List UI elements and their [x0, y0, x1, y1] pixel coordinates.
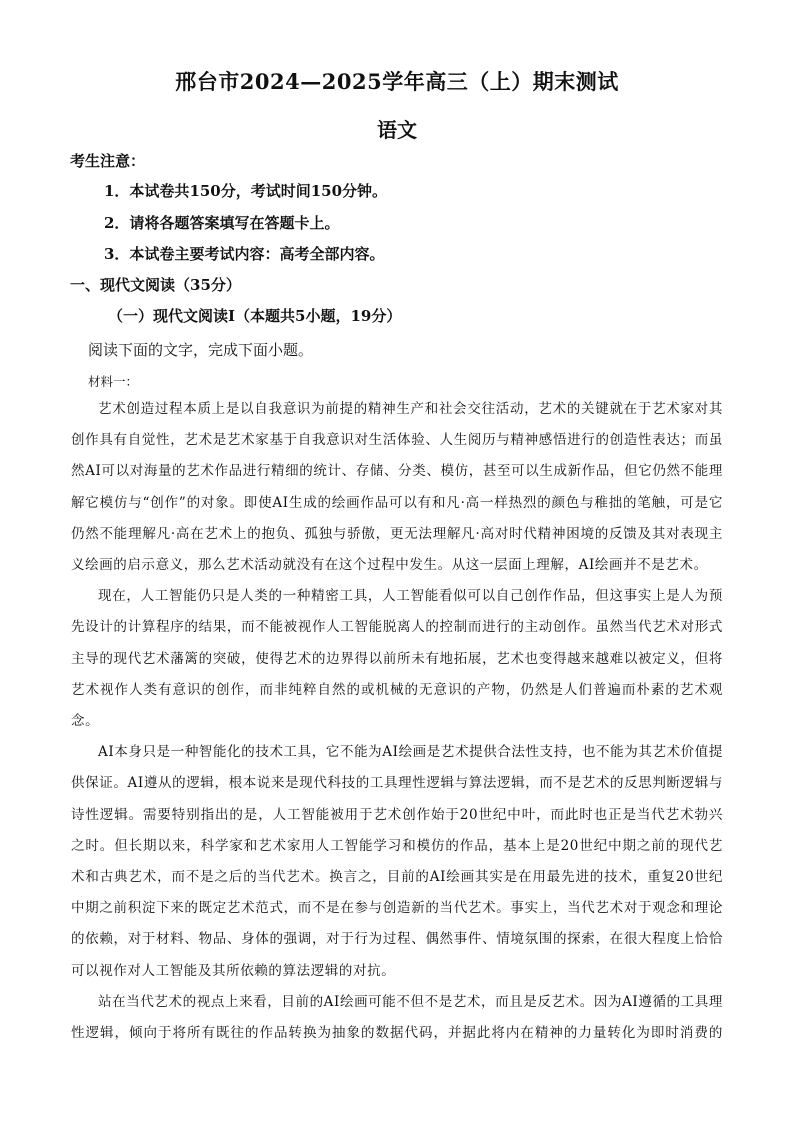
notice-item-2: 2．请将各题答案填写在答题卡上。 — [104, 214, 340, 232]
passage-paragraph-4: 站在当代艺术的视点上来看，目前的AI绘画可能不但不是艺术，而且是反艺术。因为AI遵循的工具理性逻辑，倾向于将所有既往的作品转换为抽象的数据代码，并据此将内在精神的力量转化为即时消费的 — [71, 993, 723, 1042]
notice-item-3: 3．本试卷主要考试内容：高考全部内容。 — [104, 245, 385, 263]
section-heading: 一、现代文阅读（35分） — [70, 276, 241, 294]
material-label: 材料一： — [88, 374, 139, 389]
subject-title: 语文 — [377, 118, 417, 142]
passage-paragraph-2: 现在，人工智能仍只是人类的一种精密工具，人工智能看似可以自己创作作品，但这事实上是人为预先设计的计算程序的结果，而不能被视作人工智能脱离人的控制而进行的主动创作。虽然当代艺术对形式主导的现代艺术藩篱的突破，使得艺术的边界得以前所未有地拓展，艺术也变得越来越难以被定义，但将艺术视作人类有意识的创作，而非纯粹自然的或机械的无意识的产物，仍然是人们普遍而朴素的艺术观念。 — [71, 588, 723, 730]
notice-heading: 考生注意： — [70, 152, 146, 170]
subsection-heading: （一）现代文阅读Ⅰ（本题共5小题，19分） — [108, 307, 402, 325]
passage-body — [71, 394, 723, 1049]
reading-instruction: 阅读下面的文字，完成下面小题。 — [88, 341, 314, 359]
passage-paragraph-3: AI本身只是一种智能化的技术工具，它不能为AI绘画是艺术提供合法性支持，也不能为其艺术价值提供保证。AI遵从的逻辑，根本说来是现代科技的工具理性逻辑与算法逻辑，而不是艺术的反思判断逻辑与诗性逻辑。需要特别指出的是，人工智能被用于艺术创作始于20世纪中叶，而此时也正是当代艺术勃兴之时。但长期以来，科学家和艺术家用人工智能学习和模仿的作品，基本上是20世纪中期之前的现代艺术和古典艺术，而不是之后的当代艺术。换言之，目前的AI绘画其实是在用最先进的技术，重复20世纪中期之前积淀下来的既定艺术范式，而不是在参与创造新的当代艺术。事实上，当代艺术对于观念和理论的依赖，对于材料、物品、身体的强调，对于行为过程、偶然事件、情境氛围的探索，在很大程度上恰恰可以视作对人工智能及其所依赖的算法逻辑的对抗。 — [71, 744, 723, 979]
notice-item-1: 1．本试卷共150分，考试时间150分钟。 — [104, 182, 388, 200]
passage-paragraph-1: 艺术创造过程本质上是以自我意识为前提的精神生产和社会交往活动，艺术的关键就在于艺术家对其创作具有自觉性，艺术是艺术家基于自我意识对生活体验、人生阅历与精神感悟进行的创造性表达；而虽然AI可以对海量的艺术作品进行精细的统计、存储、分类、模仿，甚至可以生成新作品，但它仍然不能理解它模仿与“创作”的对象。即使AI生成的绘画作品可以有和凡·高一样热烈的颜色与稚拙的笔触，可是它仍然不能理解凡·高在艺术上的抱负、孤独与骄傲，更无法理解凡·高对时代精神困境的反馈及其对表现主义绘画的启示意义，那么艺术活动就没有在这个过程中发生。从这一层面上理解，AI绘画并不是艺术。 — [71, 401, 723, 574]
page-title: 邢台市2024—2025学年高三（上）期末测试 — [175, 69, 619, 94]
